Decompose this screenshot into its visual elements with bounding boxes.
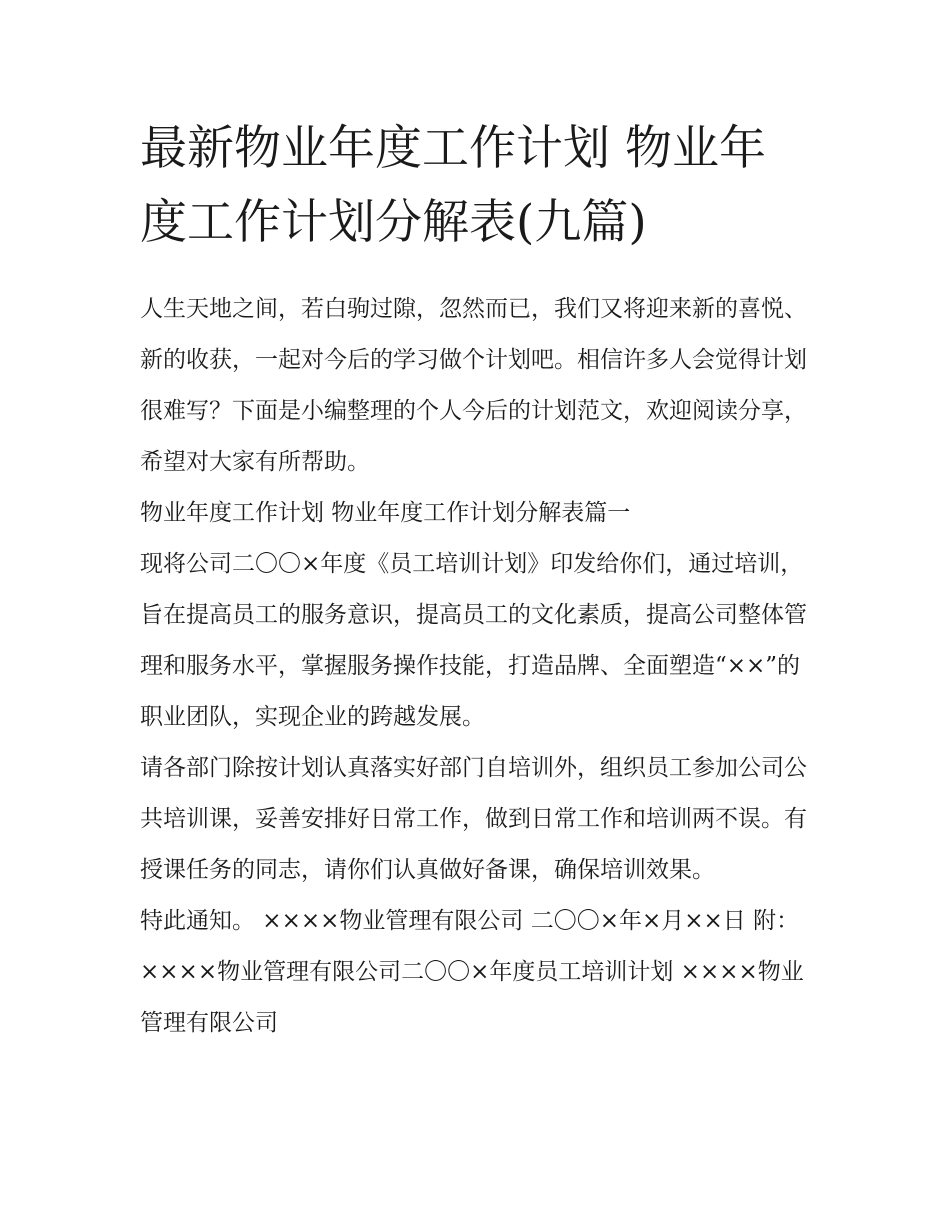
intro-paragraph: 人生天地之间，若白驹过隙，忽然而已，我们又将迎来新的喜悦、新的收获，一起对今后的学习做个计划吧。相信许多人会觉得计划很难写？下面是小编整理的个人今后的计划范文，欢迎阅读分享，希望对大家有所帮助。 bbox=[140, 296, 807, 475]
notice-paragraph: 现将公司二〇〇×年度《员工培训计划》印发给你们，通过培训，旨在提高员工的服务意识，提高员工的文化素质，提高公司整体管理和服务水平，掌握服务操作技能，打造品牌、全面塑造“××”的职业团队，实现企业的跨越发展。 bbox=[140, 551, 807, 730]
section-heading: 物业年度工作计划 物业年度工作计划分解表篇一 bbox=[140, 500, 631, 526]
document-title: 最新物业年度工作计划 物业年度工作计划分解表(九篇) bbox=[140, 121, 766, 250]
closing-paragraph: 特此通知。 ××××物业管理有限公司 二〇〇×年×月××日 附：××××物业管理有限公司二〇〇×年度员工培训计划 ××××物业管理有限公司 bbox=[140, 908, 804, 1036]
request-paragraph: 请各部门除按计划认真落实好部门自培训外，组织员工参加公司公共培训课，妥善安排好日常工作，做到日常工作和培训两不误。有授课任务的同志，请你们认真做好备课，确保培训效果。 bbox=[140, 755, 807, 883]
document-page bbox=[140, 112, 812, 1049]
